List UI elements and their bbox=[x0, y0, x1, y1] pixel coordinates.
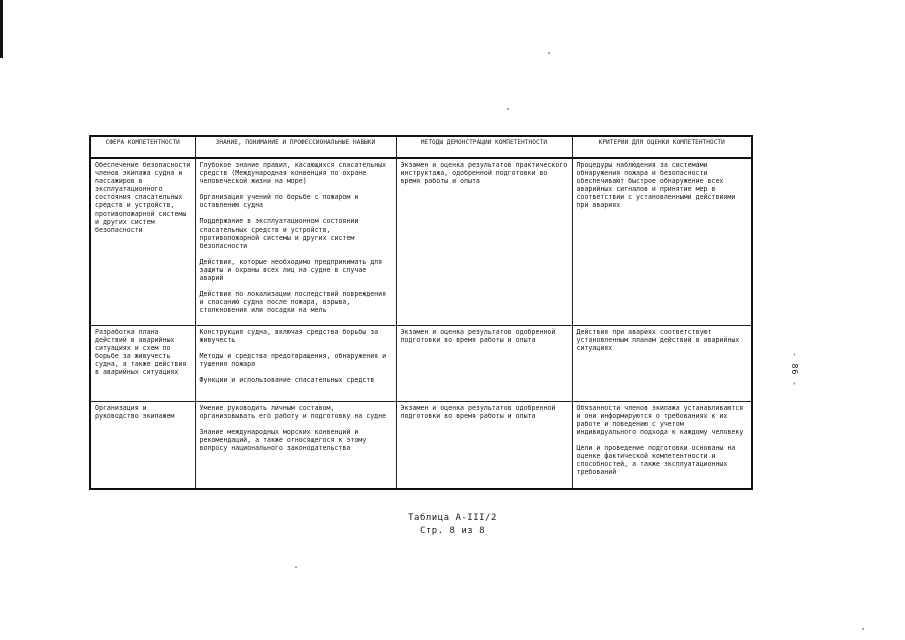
knowledge-item: Конструкция судна, включая средства борьбы за живучесть bbox=[199, 327, 379, 344]
cell-sphere: Разработка плана действий в аварийных ситуациях и схем по борьбе за живучесть судна, а также действия в аварийных ситуациях bbox=[90, 325, 195, 401]
table-row bbox=[90, 401, 752, 489]
knowledge-item: Методы и средства предотвращения, обнаружения и тушения пожара bbox=[199, 351, 387, 368]
page-edge-mark bbox=[0, 0, 3, 58]
knowledge-item: Знание международных морских конвенций и рекомендаций, а также относящегося к этому вопросу национального законодательства bbox=[199, 427, 367, 452]
table-row bbox=[90, 325, 752, 401]
cell-knowledge bbox=[195, 401, 396, 489]
knowledge-item: Действия по локализации последствий повреждения и спасанию судна после пожара, взрыва, столкновения или посадки на мель bbox=[199, 290, 387, 315]
knowledge-item: Поддержание в эксплуатационном состоянии спасательных средств и устройств, противопожарной системы и других систем безопасности bbox=[199, 217, 359, 250]
knowledge-item: Организация учений по борьбе с пожаром и оставлению судна bbox=[199, 193, 359, 210]
criteria-item: Обязанности членов экипажа устанавливаются и они информируются о требованиях к их работе и поведению с учетом индивидуального подхода к каждому человеку bbox=[576, 403, 744, 436]
table-label: Таблица A-III/2 bbox=[408, 513, 497, 523]
scan-speck bbox=[295, 566, 297, 568]
cell-methods: Экзамен и оценка результатов практического инструктажа, одобренной подготовки во время работы и опыта bbox=[396, 158, 572, 325]
cell-knowledge bbox=[195, 325, 396, 401]
header-knowledge: ЗНАНИЕ, ПОНИМАНИЕ И ПРОФЕССИОНАЛЬНЫЕ НАВЫКИ bbox=[195, 136, 396, 158]
cell-knowledge bbox=[195, 158, 396, 325]
table-row bbox=[90, 158, 752, 325]
cell-sphere: Организация и руководство экипажем bbox=[90, 401, 195, 489]
knowledge-item: Умение руководить личным составом, организовывать его работу и подготовку на судне bbox=[199, 403, 387, 420]
criteria-item: Процедуры наблюдения за системами обнаружения пожара и безопасности обеспечивают быстрое обнаружение всех аварийных сигналов и принятие мер в соответствии с установленными действиями при авариях bbox=[576, 161, 736, 210]
side-page-number: - 86 - bbox=[790, 352, 799, 387]
scan-speck bbox=[862, 628, 864, 630]
header-criteria: КРИТЕРИИ ДЛЯ ОЦЕНКИ КОМПЕТЕНТНОСТИ bbox=[572, 136, 752, 158]
page-label: Стр. 8 из 8 bbox=[419, 526, 486, 536]
knowledge-item: Функции и использование спасательных средств bbox=[199, 375, 375, 384]
scan-speck bbox=[548, 52, 550, 54]
criteria-item: Цели и проведение подготовки основаны на оценке фактической компетентности и способностей, а также эксплуатационных требований bbox=[576, 443, 736, 477]
scan-speck bbox=[507, 108, 509, 110]
table-header-row bbox=[90, 136, 752, 158]
criteria-item: Действия при авариях соответствуют установленным планам действий в аварийных ситуациях bbox=[576, 327, 740, 352]
competence-table bbox=[89, 135, 753, 490]
cell-sphere: Обеспечение безопасности членов экипажа судна и пассажиров в эксплуатационного состояния спасательных средств и устройств, противопожарной системы и других систем безопасности bbox=[90, 158, 195, 325]
cell-methods: Экзамен и оценка результатов одобренной подготовки во время работы и опыта bbox=[396, 325, 572, 401]
cell-methods: Экзамен и оценка результатов одобренной подготовки во время работы и опыта bbox=[396, 401, 572, 489]
header-sphere: СФЕРА КОМПЕТЕНТНОСТИ bbox=[90, 136, 195, 158]
header-methods: МЕТОДЫ ДЕМОНСТРАЦИИ КОМПЕТЕНТНОСТИ bbox=[396, 136, 572, 158]
cell-criteria bbox=[572, 158, 752, 325]
knowledge-item: Глубокое знание правил, касающихся спасательных средств (Международная конвенция по охране человеческой жизни на море) bbox=[199, 161, 387, 186]
cell-criteria bbox=[572, 401, 752, 489]
knowledge-item: Действия, которые необходимо предпринимать для защиты и охраны всех лиц на судне в случае аварий bbox=[199, 257, 383, 283]
cell-criteria bbox=[572, 325, 752, 401]
